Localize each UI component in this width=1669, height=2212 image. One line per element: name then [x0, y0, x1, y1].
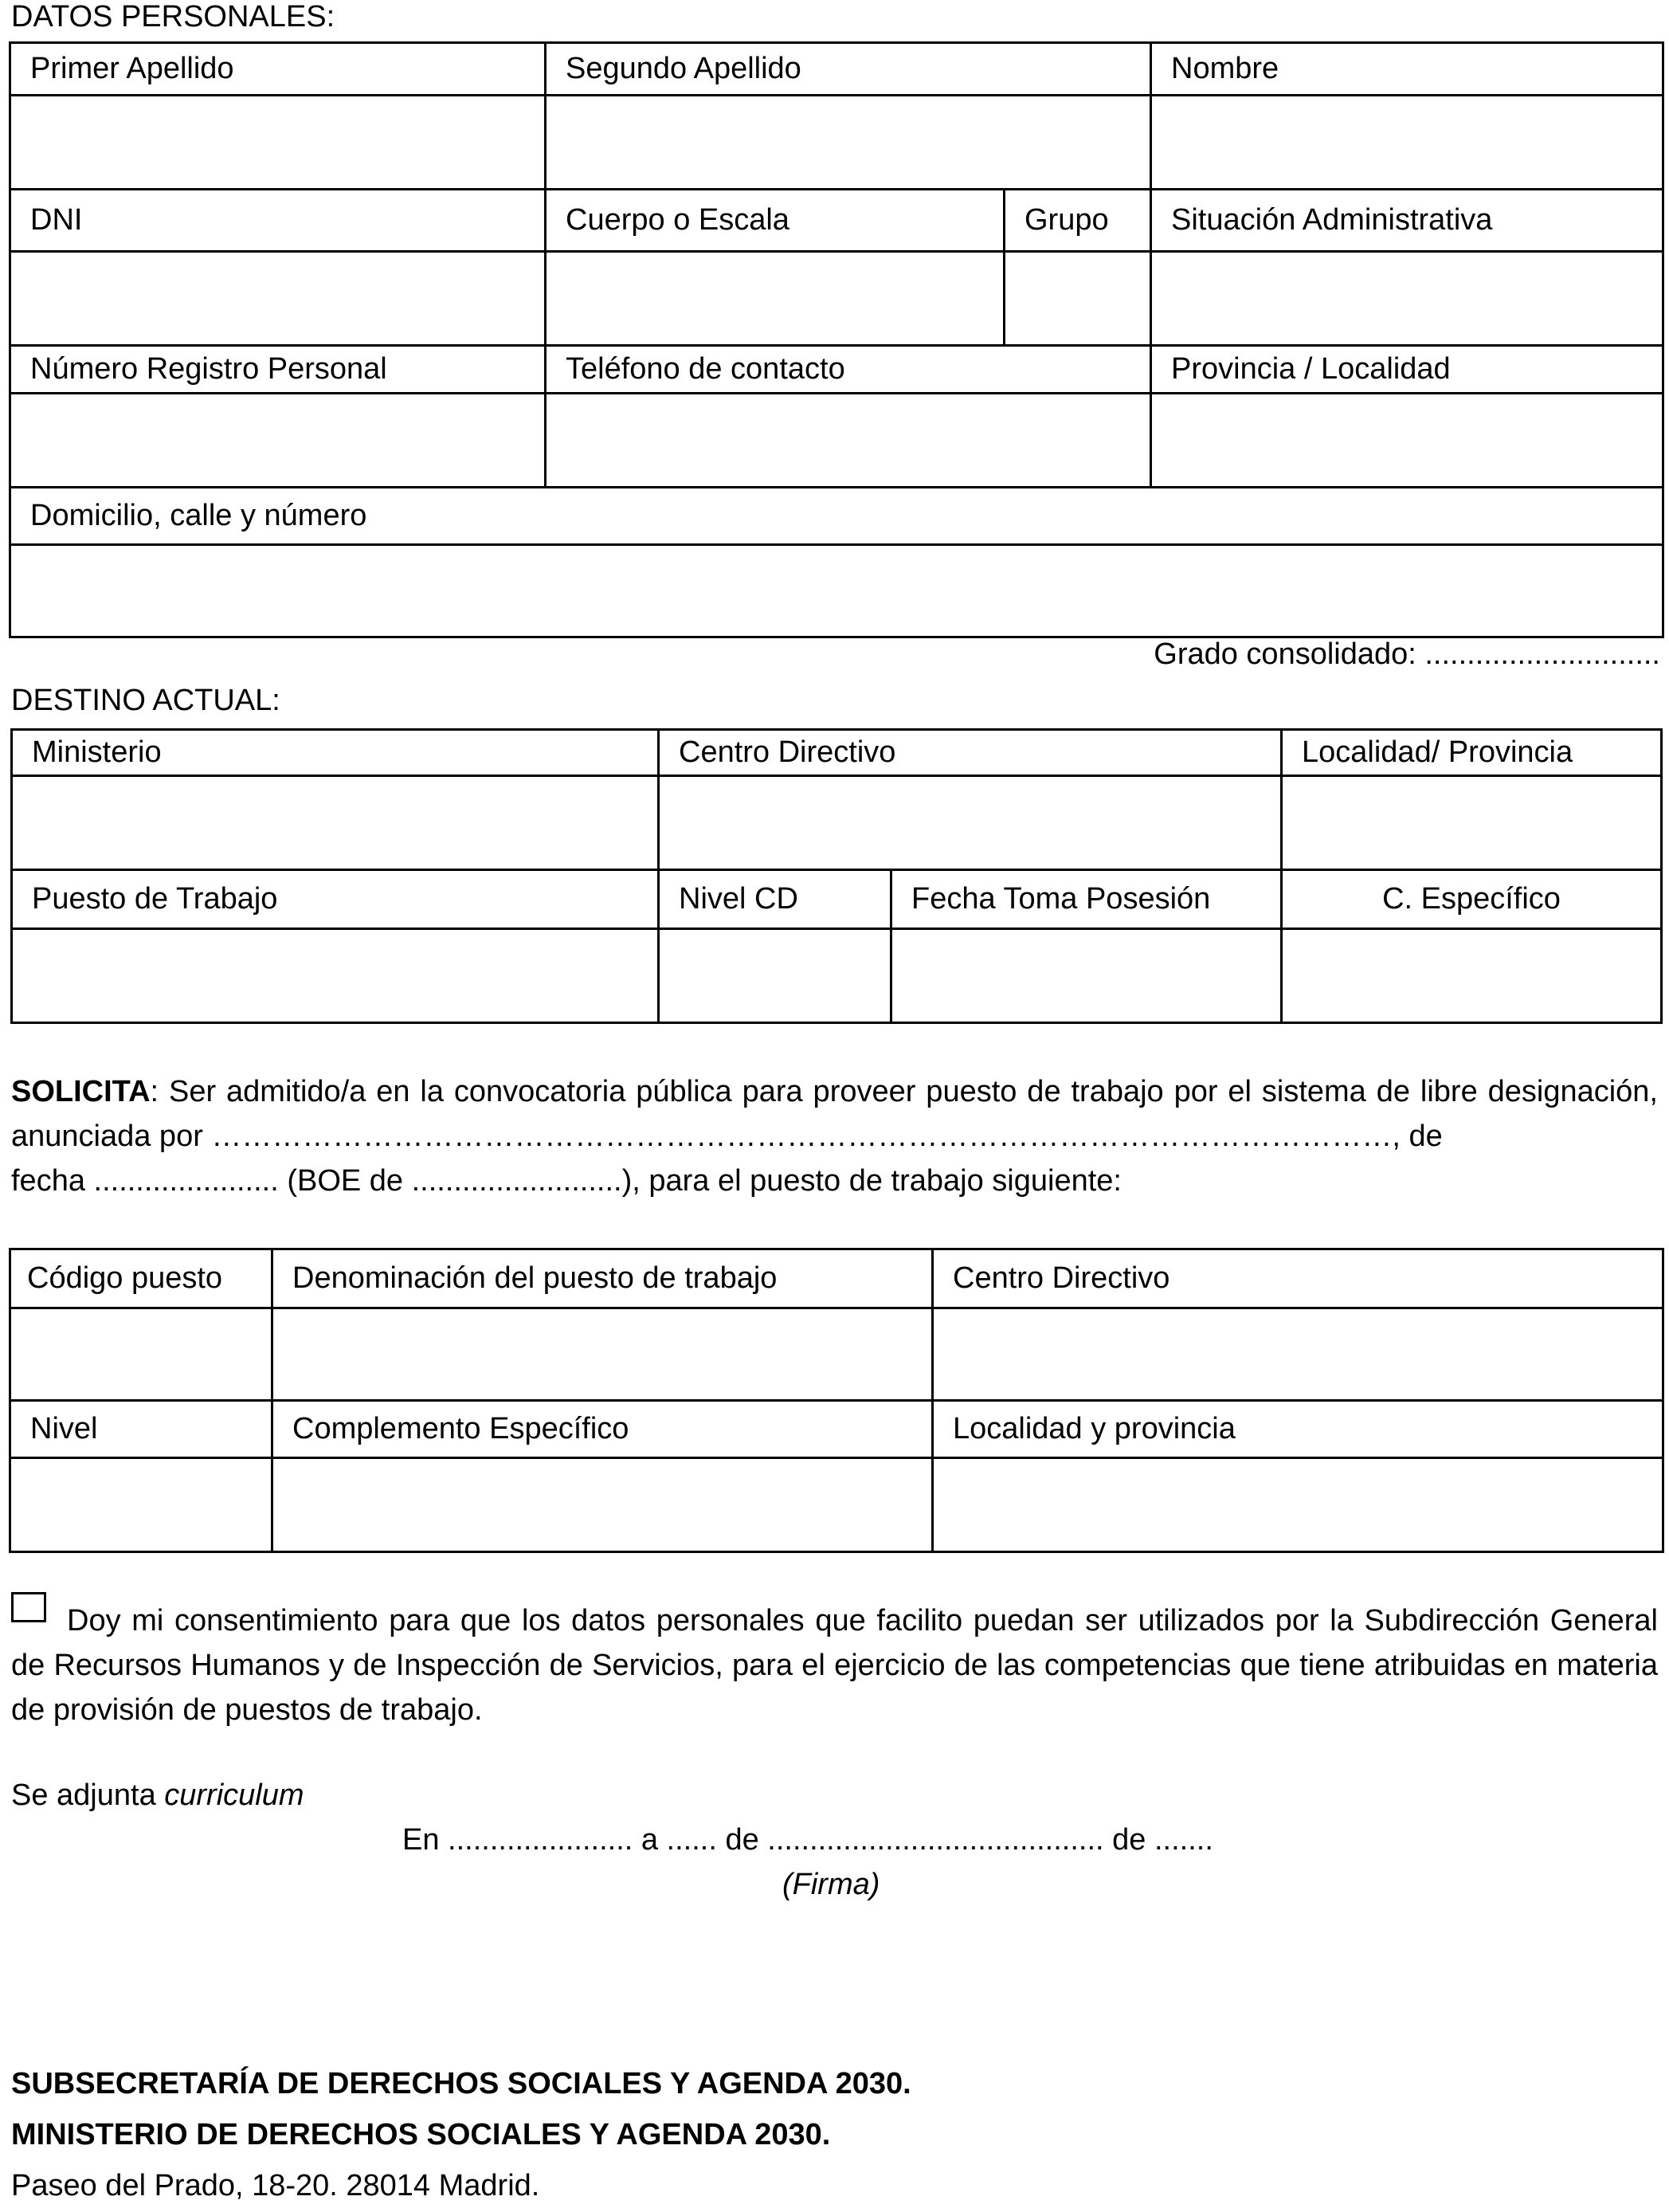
- field-segundo-apellido[interactable]: [546, 96, 1151, 190]
- footer-ministerio: MINISTERIO DE DERECHOS SOCIALES Y AGENDA 2030.: [11, 2118, 831, 2151]
- solicita-paragraph: [11, 1069, 1658, 1159]
- solicita-line2: fecha ...................... (BOE de .........................), para el puesto de trabajo siguiente:: [11, 1164, 1122, 1198]
- field-telefono[interactable]: [546, 394, 1151, 488]
- label-telefono: Teléfono de contacto: [546, 346, 1151, 394]
- field-nombre[interactable]: [1151, 96, 1663, 190]
- field-denominacion[interactable]: [272, 1308, 933, 1401]
- label-c-especifico: C. Específico: [1282, 870, 1662, 929]
- fecha-lugar: En ...................... a ...... de ........................................ de .......: [402, 1823, 1213, 1857]
- field-centro-directivo-solicitado[interactable]: [933, 1308, 1663, 1401]
- adjunta-curriculum-italic: curriculum: [164, 1779, 304, 1812]
- label-denominacion: Denominación del puesto de trabajo: [272, 1249, 933, 1308]
- label-primer-apellido: Primer Apellido: [10, 43, 546, 96]
- label-centro-directivo: Centro Directivo: [659, 730, 1282, 776]
- firma-label: (Firma): [782, 1868, 880, 1901]
- destino-actual-heading: DESTINO ACTUAL:: [11, 684, 280, 717]
- label-nombre: Nombre: [1151, 43, 1663, 96]
- field-nivel[interactable]: [10, 1458, 272, 1552]
- field-localidad-provincia[interactable]: [1282, 776, 1662, 870]
- field-situacion[interactable]: [1151, 252, 1663, 346]
- field-fecha-toma[interactable]: [891, 929, 1282, 1023]
- label-cuerpo-escala: Cuerpo o Escala: [546, 190, 1005, 252]
- footer-subsecretaria: SUBSECRETARÍA DE DERECHOS SOCIALES Y AGENDA 2030.: [11, 2067, 911, 2100]
- consent-text: Doy mi consentimiento para que los datos personales que facilito puedan ser utilizados por la Subdirección General de Recursos Humanos y de Inspección de Servicios, para el ejercicio de las competencias que tiene atribuidas en materia de provisión de puestos de trabajo.: [11, 1604, 1658, 1727]
- field-centro-directivo[interactable]: [659, 776, 1282, 870]
- solicita-bold: SOLICITA: [11, 1075, 151, 1108]
- grado-consolidado: Grado consolidado: ............................: [1154, 637, 1660, 671]
- adjunta-curriculum: [11, 1779, 304, 1813]
- destino-actual-table: [10, 728, 1663, 1024]
- label-provincia-localidad: Provincia / Localidad: [1151, 346, 1663, 394]
- field-codigo-puesto[interactable]: [10, 1308, 272, 1401]
- field-nrp[interactable]: [10, 394, 546, 488]
- label-dni: DNI: [10, 190, 546, 252]
- label-fecha-toma: Fecha Toma Posesión: [891, 870, 1282, 929]
- field-ministerio[interactable]: [12, 776, 659, 870]
- field-dni[interactable]: [10, 252, 546, 346]
- field-cuerpo-escala[interactable]: [546, 252, 1005, 346]
- label-ministerio: Ministerio: [12, 730, 659, 776]
- label-situacion: Situación Administrativa: [1151, 190, 1663, 252]
- datos-personales-heading: DATOS PERSONALES:: [11, 0, 335, 33]
- label-complemento: Complemento Específico: [272, 1401, 933, 1458]
- field-c-especifico[interactable]: [1282, 929, 1662, 1023]
- footer-direccion: Paseo del Prado, 18-20. 28014 Madrid.: [11, 2169, 540, 2202]
- label-grupo: Grupo: [1005, 190, 1151, 252]
- label-localidad-provincia: Localidad/ Provincia: [1282, 730, 1662, 776]
- field-nivel-cd[interactable]: [659, 929, 891, 1023]
- label-nivel: Nivel: [10, 1401, 272, 1458]
- field-complemento[interactable]: [272, 1458, 933, 1552]
- label-domicilio: Domicilio, calle y número: [10, 488, 1663, 545]
- field-puesto-trabajo[interactable]: [12, 929, 659, 1023]
- field-provincia-localidad[interactable]: [1151, 394, 1663, 488]
- label-centro-directivo-solicitado: Centro Directivo: [933, 1249, 1663, 1308]
- field-primer-apellido[interactable]: [10, 96, 546, 190]
- datos-personales-table: [9, 41, 1664, 638]
- label-segundo-apellido: Segundo Apellido: [546, 43, 1151, 96]
- label-localidad-y-provincia: Localidad y provincia: [933, 1401, 1663, 1458]
- field-domicilio[interactable]: [10, 545, 1663, 637]
- solicita-text: : Ser admitido/a en la convocatoria pública para proveer puesto de trabajo por el sistema de libre designación, anunciada por ………………………………………………………………………………………………………, de: [11, 1075, 1658, 1153]
- puesto-solicitado-table: [9, 1248, 1664, 1553]
- label-puesto-trabajo: Puesto de Trabajo: [12, 870, 659, 929]
- label-nivel-cd: Nivel CD: [659, 870, 891, 929]
- field-localidad-y-provincia[interactable]: [933, 1458, 1663, 1552]
- label-nrp: Número Registro Personal: [10, 346, 546, 394]
- label-codigo-puesto: Código puesto: [10, 1249, 272, 1308]
- adjunta-prefix: Se adjunta: [11, 1779, 165, 1812]
- field-grupo[interactable]: [1005, 252, 1151, 346]
